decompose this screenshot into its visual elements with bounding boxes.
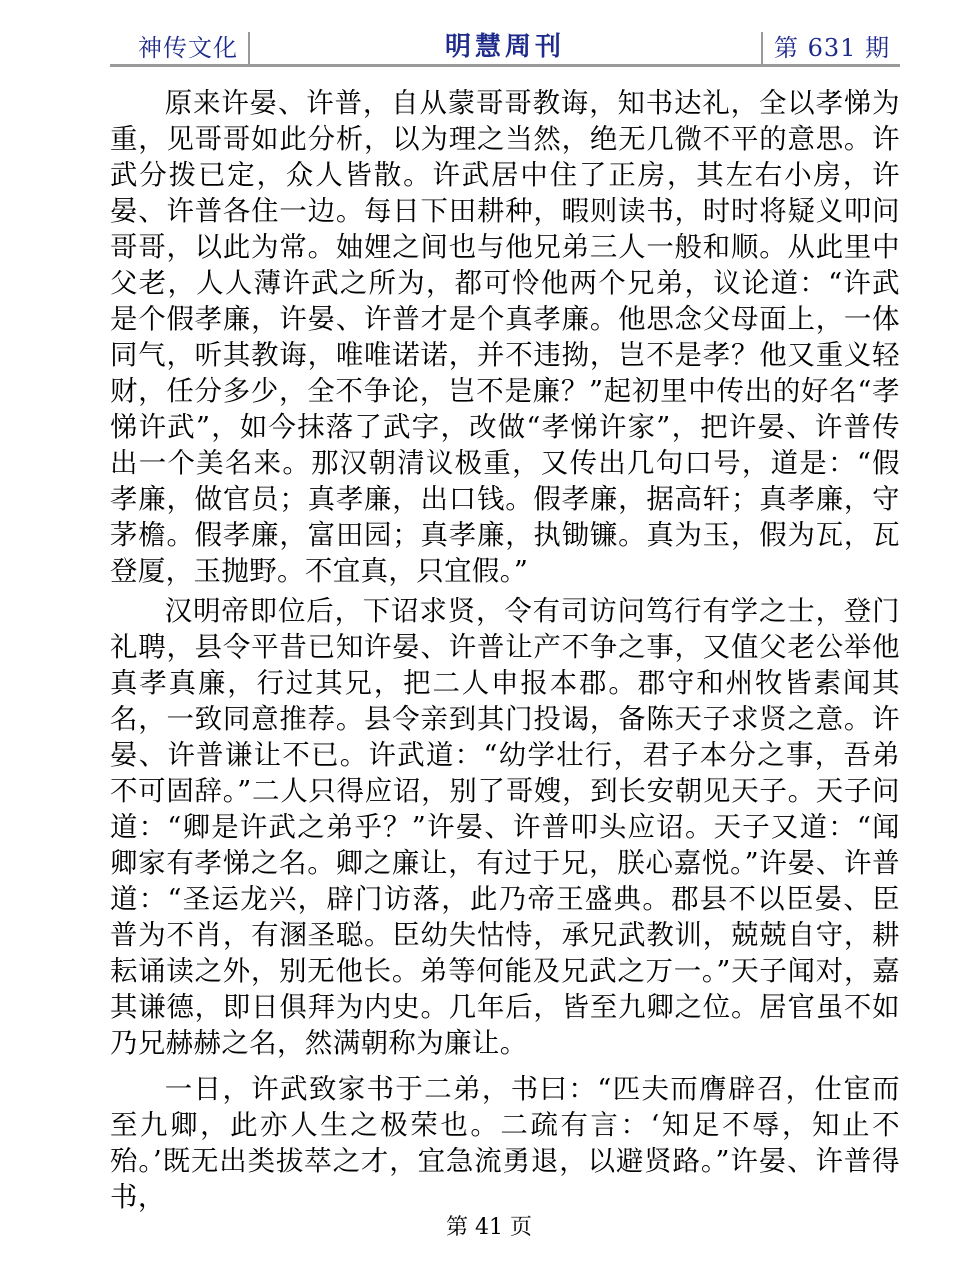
header-divider-right: [761, 32, 763, 64]
paragraph-3: 一日，许武致家书于二弟，书曰：“匹夫而膺辟召，仕宦而至九卿，此亦人生之极荣也。二疏有言：‘知足不辱，知止不殆。’既无出类拔萃之才，宜急流勇退，以避贤路。”许晏、许普得书，: [110, 1074, 900, 1213]
issue-number: 第 631 期: [774, 34, 891, 62]
paragraph-2: 汉明帝即位后，下诏求贤，令有司访问笃行有学之士，登门礼聘，县令平昔已知许晏、许普让产不争之事，又值父老公举他真孝真廉，行过其兄，把二人申报本郡。郡守和州牧皆素闻其名，一致同意推荐。县令亲到其门投谒，备陈天子求贤之意。许晏、许普谦让不已。许武道：“幼学壮行，君子本分之事，吾弟不可固辞。”二人只得应诏，别了哥嫂，到长安朝见天子。天子问道：“卿是许武之弟乎？”许晏、许普叩头应诏。天子又道：“闻卿家有孝悌之名。卿之廉让，有过于兄，朕心嘉悦。”许晏、许普道：“圣运龙兴，辟门访落，此乃帝王盛典。郡县不以臣晏、臣普为不肖，有溷圣聪。臣幼失怙恃，承兄武教训，兢兢自守，耕耘诵读之外，别无他长。弟等何能及兄武之万一。”天子闻对，嘉其谦德，即日俱拜为内史。几年后，皆至九卿之位。居官虽不如乃兄赫赫之名，然满朝称为廉让。: [110, 596, 900, 1059]
page-number: 第 41 页: [446, 1215, 532, 1240]
article-body: [110, 86, 900, 1216]
paragraph-1: 原来许晏、许普，自从蒙哥哥教诲，知书达礼，全以孝悌为重，见哥哥如此分析，以为理之当然，绝无几微不平的意思。许武分拨已定，众人皆散。许武居中住了正房，其左右小房，许晏、许普各住一边。每日下田耕种，暇则读书，时时将疑义叩问哥哥，以此为常。妯娌之间也与他兄弟三人一般和顺。从此里中父老，人人薄许武之所为，都可怜他两个兄弟，议论道：“许武是个假孝廉，许晏、许普才是个真孝廉。他思念父母面上，一体同气，听其教诲，唯唯诺诺，并不违拗，岂不是孝？他又重义轻财，任分多少，全不争论，岂不是廉？”起初里中传出的好名“孝悌许武”，如今抹落了武字，改做“孝悌许家”，把许晏、许普传出一个美名来。那汉朝清议极重，又传出几句口号，道是：“假孝廉，做官员；真孝廉，出口钱。假孝廉，据高轩；真孝廉，守茅檐。假孝廉，富田园；真孝廉，执锄镰。真为玉，假为瓦，瓦登厦，玉抛野。不宜真，只宜假。”: [110, 88, 900, 587]
header-rule: [110, 64, 900, 67]
page-header: [110, 26, 900, 68]
section-label: 神传文化: [138, 34, 238, 62]
publication-title: 明慧周刊: [444, 32, 565, 62]
